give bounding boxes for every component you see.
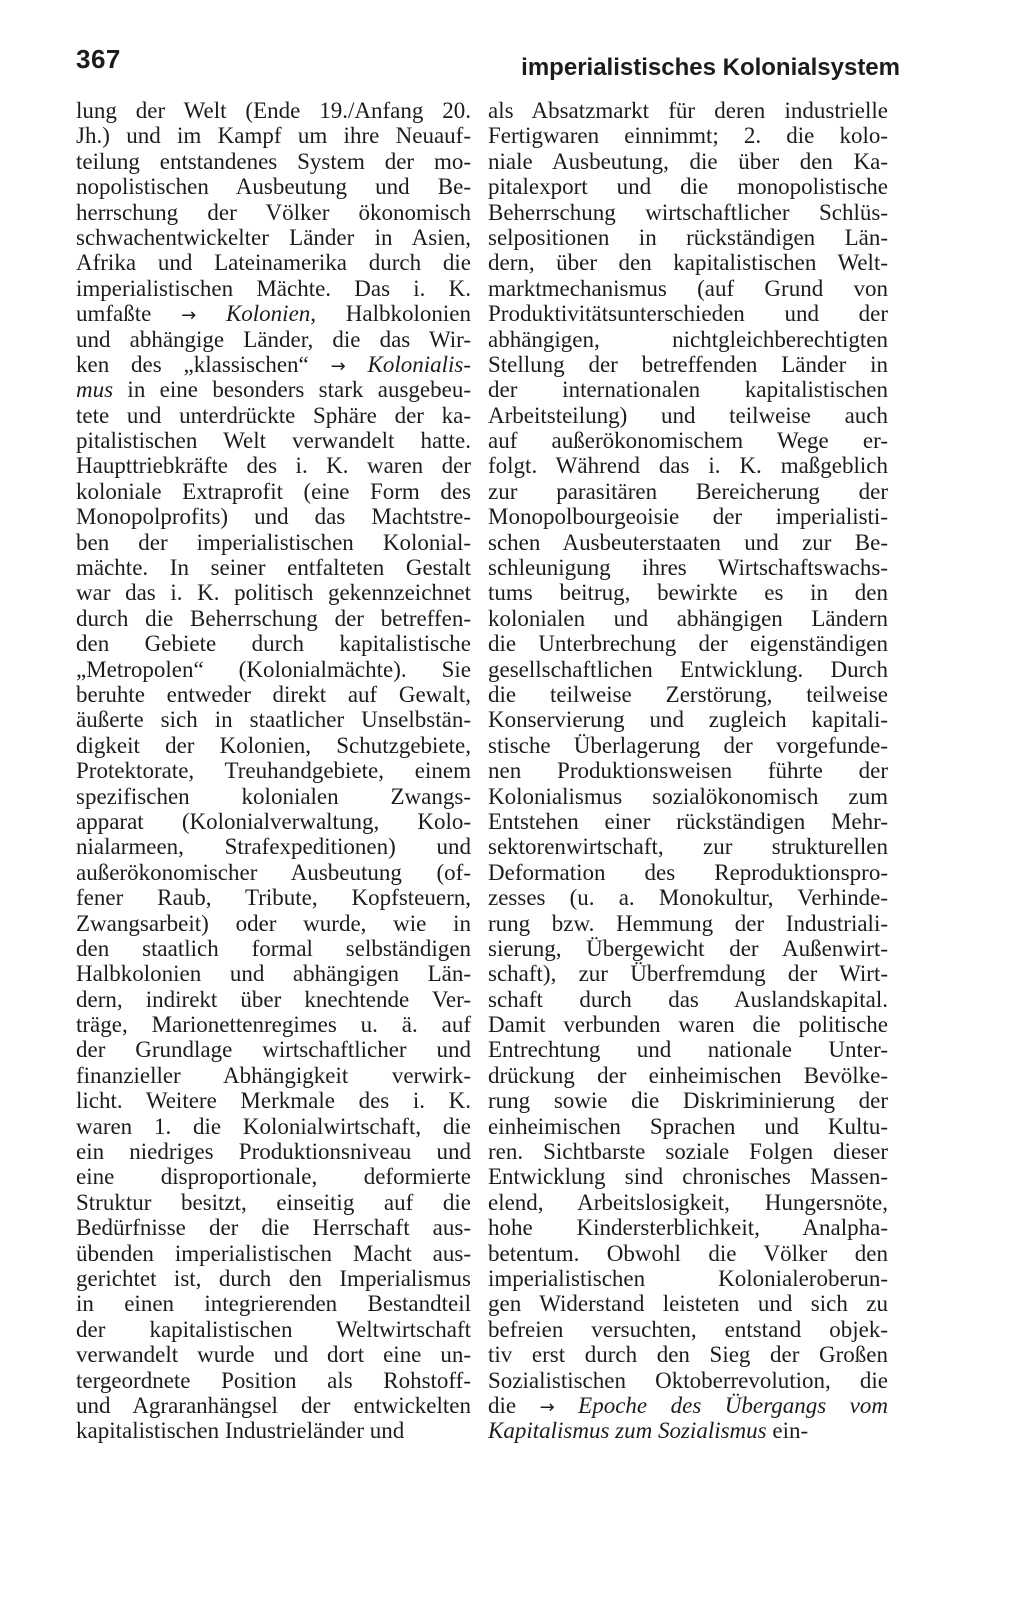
text-line: koloniale Extraprofit (eine Form des [76, 478, 471, 504]
text-line: „Metropolen“ (Kolonialmächte). Sie [76, 656, 471, 682]
text-line: niale Ausbeutung, die über den Ka- [488, 148, 888, 174]
text-line: Deformation des Reproduktionspro- [488, 859, 888, 885]
text-line: Zwangsarbeit) oder wurde, wie in [76, 910, 471, 936]
text-line: Sozialistischen Oktoberrevolution, die [488, 1367, 888, 1393]
text-line: spezifischen kolonialen Zwangs- [76, 783, 471, 809]
text-line: tiv erst durch den Sieg der Großen [488, 1342, 888, 1368]
text-line: stische Überlagerung der vorgefunde- [488, 732, 888, 758]
text-line: nen Produktionsweisen führte der [488, 758, 888, 784]
text-line: betentum. Obwohl die Völker den [488, 1240, 888, 1266]
text-line: durch die Beherrschung der betreffen- [76, 605, 471, 631]
cross-reference-term: Epoche des Übergangs vom [578, 1392, 888, 1418]
text-line: Fertigwaren einnimmt; 2. die kolo- [488, 123, 888, 149]
text-line: verwandelt wurde und dort eine un- [76, 1342, 471, 1368]
text-line: den staatlich formal selbständigen [76, 935, 471, 961]
text-line: und Agraranhängsel der entwickelten [76, 1392, 471, 1418]
text-line: schaft), zur Überfremdung der Wirt- [488, 961, 888, 987]
page-number: 367 [76, 44, 121, 74]
text-line: rung bzw. Hemmung der Industriali- [488, 910, 888, 936]
text-line: dern, indirekt über knechtende Ver- [76, 986, 471, 1012]
text-line: Produktivitätsunterschieden und der [488, 301, 888, 327]
text-line: schwachentwickelter Länder in Asien, [76, 224, 471, 250]
text-line: zesses (u. a. Monokultur, Verhinde- [488, 885, 888, 911]
text-line: der internationalen kapitalistischen [488, 377, 888, 403]
text-line: Protektorate, Treuhandgebiete, einem [76, 758, 471, 784]
text-line: Afrika und Lateinamerika durch die [76, 250, 471, 276]
cross-reference-term: mus [76, 377, 114, 403]
text-line: nopolistischen Ausbeutung und Be- [76, 174, 471, 200]
text-line: gen Widerstand leisteten und sich zu [488, 1291, 888, 1317]
text-line: Damit verbunden waren die politische [488, 1012, 888, 1038]
text-line: nialarmeen, Strafexpeditionen) und [76, 834, 471, 860]
text-line: träge, Marionettenregimes u. ä. auf [76, 1012, 471, 1038]
text-line: imperialistischen Kolonialeroberun- [488, 1265, 888, 1291]
cross-reference-arrow-icon: → [181, 305, 226, 327]
text-line: pitalexport und die monopolistische [488, 174, 888, 200]
text-line: Entrechtung und nationale Unter- [488, 1037, 888, 1063]
text-line: Halbkolonien und abhängigen Län- [76, 961, 471, 987]
text-line: sektorenwirtschaft, zur strukturellen [488, 834, 888, 860]
text-line: in einen integrierenden Bestandteil [76, 1291, 471, 1317]
text-line: Entwicklung sind chronisches Massen- [488, 1164, 888, 1190]
text-line: schaft durch das Auslandskapital. [488, 986, 888, 1012]
text-line: als Absatzmarkt für deren industrielle [488, 98, 888, 123]
text-line: einheimischen Sprachen und Kultu- [488, 1113, 888, 1139]
text-line: rung sowie die Diskriminierung der [488, 1088, 888, 1114]
text-line: sierung, Übergewicht der Außenwirt- [488, 935, 888, 961]
text-line: ein niedriges Produktionsniveau und [76, 1139, 471, 1165]
text-line: tums beitrug, bewirkte es in den [488, 580, 888, 606]
text-line: die teilweise Zerstörung, teilweise [488, 681, 888, 707]
text-line: tete und unterdrückte Sphäre der ka- [76, 402, 471, 428]
text-line: ben der imperialistischen Kolonial- [76, 529, 471, 555]
text-line: lung der Welt (Ende 19./Anfang 20. [76, 98, 471, 123]
text-line: Haupttriebkräfte des i. K. waren der [76, 453, 471, 479]
text-line: Beherrschung wirtschaftlicher Schlüs- [488, 199, 888, 225]
text-line: den Gebiete durch kapitalistische [76, 631, 471, 657]
text-line: Stellung der betreffenden Länder in [488, 351, 888, 377]
text-line: Kolonialismus sozialökonomisch zum [488, 783, 888, 809]
text-line: äußerte sich in staatlicher Unselbstän- [76, 707, 471, 733]
text-line: schleunigung ihres Wirtschaftswachs- [488, 555, 888, 581]
text-line: selpositionen in rückständigen Län- [488, 224, 888, 250]
text-line: und abhängige Länder, die das Wir- [76, 326, 471, 352]
text-line: Bedürfnisse der die Herrschaft aus- [76, 1215, 471, 1241]
text-line: war das i. K. politisch gekennzeichnet [76, 580, 471, 606]
text-line: pitalistischen Welt verwandelt hatte. [76, 428, 471, 454]
text-line: beruhte entweder direkt auf Gewalt, [76, 681, 471, 707]
text-line: kolonialen und abhängigen Ländern [488, 605, 888, 631]
text-line: marktmechanismus (auf Grund von [488, 275, 888, 301]
text-line: befreien versuchten, entstand objek- [488, 1316, 888, 1342]
text-line: drückung der einheimischen Bevölke- [488, 1062, 888, 1088]
running-head: imperialistisches Kolonialsystem [521, 54, 900, 81]
text-line: Entstehen einer rückständigen Mehr- [488, 808, 888, 834]
text-line: Kapitalismus zum Sozialismus ein- [488, 1418, 809, 1444]
text-line: Monopolbourgeoisie der imperialisti- [488, 504, 888, 530]
text-line: folgt. Während das i. K. maßgeblich [488, 453, 888, 479]
text-line: herrschung der Völker ökonomisch [76, 199, 471, 225]
text-line: licht. Weitere Merkmale des i. K. [76, 1088, 471, 1114]
text-line: teilung entstandenes System der mo- [76, 148, 471, 174]
text-line: der kapitalistischen Weltwirtschaft [76, 1316, 471, 1342]
right-text-column [488, 98, 888, 1444]
text-line: hohe Kindersterblichkeit, Analpha- [488, 1215, 888, 1241]
cross-reference-term: Kapitalismus zum Sozialismus [488, 1418, 767, 1444]
text-line: imperialistischen Mächte. Das i. K. [76, 275, 471, 301]
text-line: außerökonomischer Ausbeutung (of- [76, 859, 471, 885]
text-line: gerichtet ist, durch den Imperialismus [76, 1265, 471, 1291]
text-line: Arbeitsteilung) und teilweise auch [488, 402, 888, 428]
text-line: auf außerökonomischem Wege er- [488, 428, 888, 454]
text-line: ren. Sichtbarste soziale Folgen dieser [488, 1139, 888, 1165]
text-line: umfaßte → Kolonien, Halbkolonien [76, 301, 471, 327]
text-line: mus in eine besonders stark ausgebeu- [76, 377, 471, 403]
cross-reference-arrow-icon: → [330, 355, 368, 377]
text-line: schen Ausbeuterstaaten und zur Be- [488, 529, 888, 555]
cross-reference-term: Kolonien, [225, 301, 317, 327]
text-line: dern, über den kapitalistischen Welt- [488, 250, 888, 276]
text-line: die → Epoche des Übergangs vom [488, 1392, 888, 1418]
cross-reference-arrow-icon: → [539, 1396, 579, 1418]
text-line: Jh.) und im Kampf um ihre Neuauf- [76, 123, 471, 149]
text-line: mächte. In seiner entfalteten Gestalt [76, 555, 471, 581]
text-line: die Unterbrechung der eigenständigen [488, 631, 888, 657]
text-line: zur parasitären Bereicherung der [488, 478, 888, 504]
cross-reference-term: Kolonialis- [367, 351, 471, 377]
text-line: apparat (Kolonialverwaltung, Kolo- [76, 808, 471, 834]
text-line: tergeordnete Position als Rohstoff- [76, 1367, 471, 1393]
text-line: finanzieller Abhängigkeit verwirk- [76, 1062, 471, 1088]
text-line: ken des „klassischen“ → Kolonialis- [76, 351, 471, 377]
text-line: abhängigen, nichtgleichberechtigten [488, 326, 888, 352]
text-line: waren 1. die Kolonialwirtschaft, die [76, 1113, 471, 1139]
text-line: der Grundlage wirtschaftlicher und [76, 1037, 471, 1063]
text-line: fener Raub, Tribute, Kopfsteuern, [76, 885, 471, 911]
text-line: Monopolprofits) und das Machtstre- [76, 504, 471, 530]
text-line: eine disproportionale, deformierte [76, 1164, 471, 1190]
text-line: elend, Arbeitslosigkeit, Hungersnöte, [488, 1189, 888, 1215]
text-line: digkeit der Kolonien, Schutzgebiete, [76, 732, 471, 758]
text-line: Konservierung und zugleich kapitali- [488, 707, 888, 733]
text-line: gesellschaftlichen Entwicklung. Durch [488, 656, 888, 682]
left-text-column [76, 98, 471, 1444]
text-line: übenden imperialistischen Macht aus- [76, 1240, 471, 1266]
text-line: Struktur besitzt, einseitig auf die [76, 1189, 471, 1215]
text-line: kapitalistischen Industrieländer und [76, 1418, 405, 1444]
